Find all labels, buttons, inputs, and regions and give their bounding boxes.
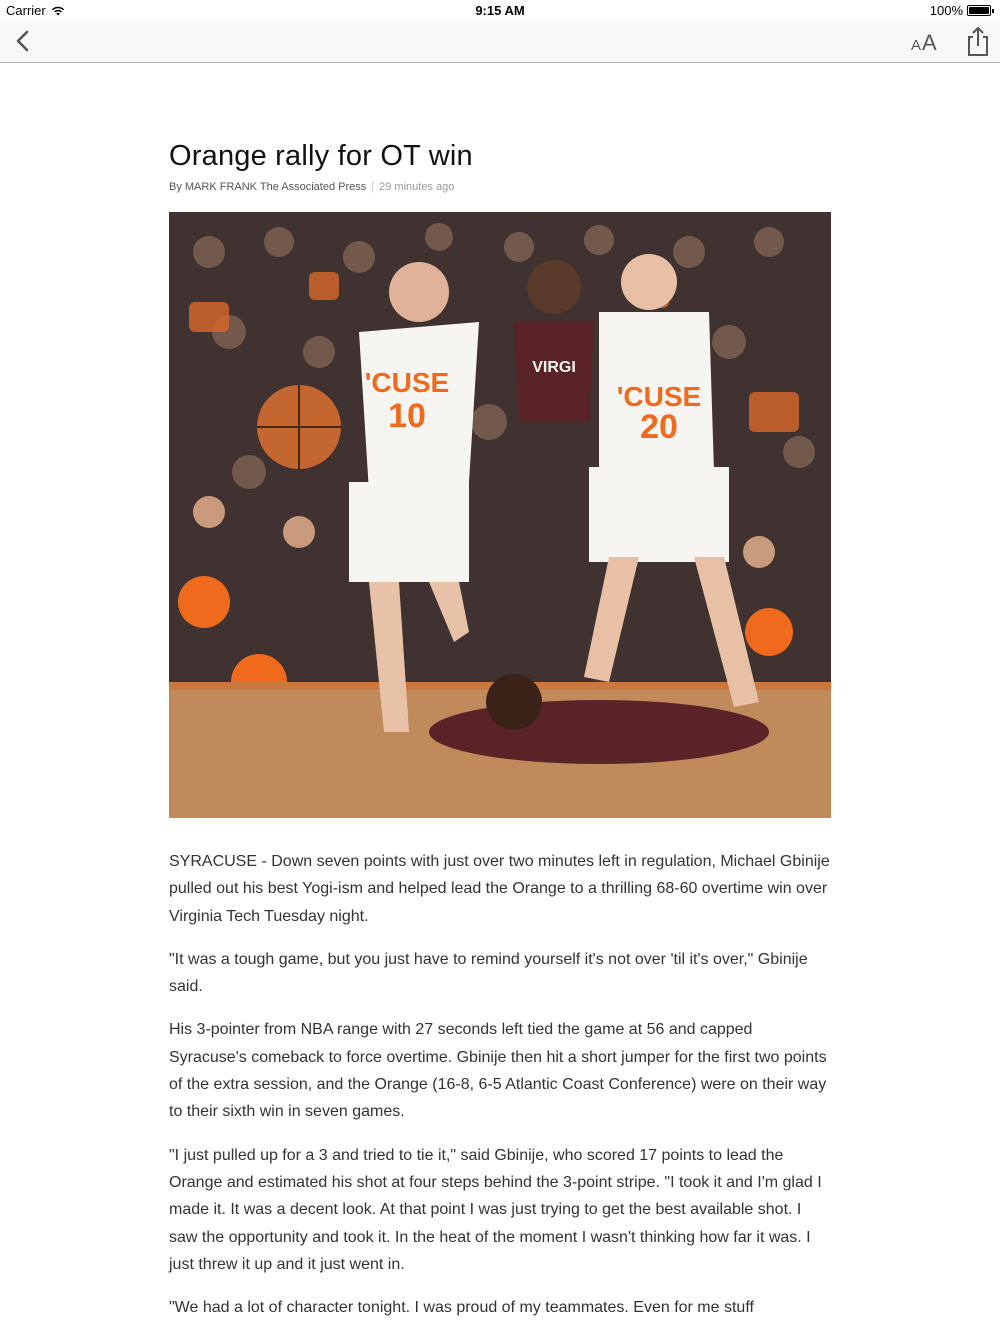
basketball-photo — [169, 212, 831, 818]
jersey-text-left: 'CUSE — [364, 367, 450, 398]
status-bar — [0, 0, 1000, 20]
author: By MARK FRANK The Associated Press — [169, 181, 367, 193]
svg-text:A: A — [922, 30, 937, 55]
battery-percent: 100% — [929, 3, 963, 18]
svg-text:A: A — [911, 37, 922, 54]
share-icon[interactable] — [962, 24, 994, 58]
paragraph: "I just pulled up for a 3 and tried to tie it," said Gbinije, who scored 17 points to lead the Orange and estimated his shot at four steps behind the 3-point stripe. "I took it and I'm glad I made it. It was a decent look. At that point I was just trying to get the best available shot. I saw the opportunity and took it. In the heat of the moment I wasn't thinking how far it was. I just threw it up and it just went in. — [169, 1146, 822, 1273]
byline — [169, 181, 831, 195]
jersey-number-left: 10 — [388, 397, 426, 435]
status-right — [930, 3, 994, 18]
article-photo[interactable] — [169, 212, 831, 818]
chevron-left-icon[interactable] — [8, 26, 38, 56]
jersey-text-opponent: VIRGI — [532, 359, 576, 376]
article — [169, 62, 831, 1337]
jersey-number-right: 20 — [640, 408, 678, 446]
carrier-label: Carrier — [6, 3, 46, 18]
article-body — [169, 848, 831, 1321]
jersey-text-right: 'CUSE — [616, 381, 702, 412]
article-headline: Orange rally for OT win — [169, 140, 473, 172]
paragraph: "It was a tough game, but you just have to remind yourself it's not over 'til it's over," Gbinije said. — [169, 950, 808, 996]
paragraph: His 3-pointer from NBA range with 27 seconds left tied the game at 56 and capped Syracuse's comeback to force overtime. Gbinije then hit a short jumper for the first two points of the extra session, and the Orange (16-8, 6-5 Atlantic Coast Conference) were on their way to their sixth win in seven games. — [169, 1021, 827, 1121]
nav-bar — [0, 20, 1000, 63]
paragraph: "We had a lot of character tonight. I was proud of my teammates. Even for me stuff — [169, 1299, 754, 1317]
byline-divider: | — [371, 181, 375, 193]
clock: 9:15 AM — [475, 3, 525, 18]
text-size-icon[interactable] — [908, 26, 946, 56]
timestamp: 29 minutes ago — [379, 181, 455, 193]
battery-icon — [967, 5, 994, 16]
paragraph: SYRACUSE - Down seven points with just over two minutes left in regulation, Michael Gbinije pulled out his best Yogi-ism and helped lead the Orange to a thrilling 68-60 overtime win over Virginia Tech Tuesday night. — [169, 853, 830, 925]
